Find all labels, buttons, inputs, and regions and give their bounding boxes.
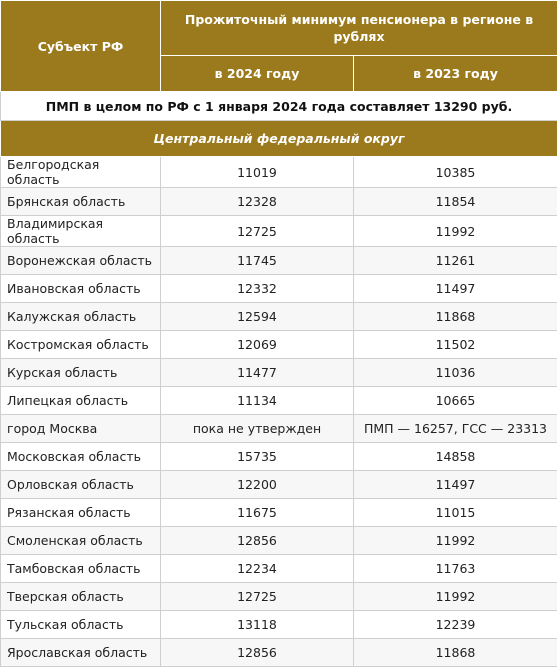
table-row	[1, 157, 557, 188]
value-2023-cell: 14858	[354, 443, 557, 471]
region-cell: Воронежская область	[1, 247, 161, 275]
table-row	[1, 583, 557, 611]
region-cell: Ивановская область	[1, 275, 161, 303]
value-2024-cell: 12332	[161, 275, 354, 303]
region-cell: Смоленская область	[1, 527, 161, 555]
region-cell: Курская область	[1, 359, 161, 387]
region-cell: Брянская область	[1, 188, 161, 216]
region-cell: Тамбовская область	[1, 555, 161, 583]
value-2024-cell: 15735	[161, 443, 354, 471]
year-2024-header: в 2024 году	[161, 56, 354, 92]
value-2024-cell: 12328	[161, 188, 354, 216]
district-label: Центральный федеральный округ	[1, 121, 557, 157]
value-2024-cell: 11477	[161, 359, 354, 387]
table-row	[1, 303, 557, 331]
table-row	[1, 443, 557, 471]
region-cell: Ярославская область	[1, 639, 161, 667]
table-row	[1, 188, 557, 216]
table-row	[1, 415, 557, 443]
value-2023-cell: 11036	[354, 359, 557, 387]
value-2023-cell: 11992	[354, 583, 557, 611]
region-cell: Орловская область	[1, 471, 161, 499]
region-cell: Липецкая область	[1, 387, 161, 415]
value-2023-cell: 11497	[354, 275, 557, 303]
year-2023-header: в 2023 году	[354, 56, 557, 92]
region-cell: Тверская область	[1, 583, 161, 611]
value-2023-cell: 11015	[354, 499, 557, 527]
value-2023-cell: 11261	[354, 247, 557, 275]
region-cell: Тульская область	[1, 611, 161, 639]
value-2024-cell: 12594	[161, 303, 354, 331]
value-2024-cell: 12856	[161, 639, 354, 667]
value-2024-cell: 12200	[161, 471, 354, 499]
value-2023-cell: 10665	[354, 387, 557, 415]
table-row	[1, 639, 557, 667]
table-row	[1, 555, 557, 583]
value-2024-cell: пока не утвержден	[161, 415, 354, 443]
table-row	[1, 359, 557, 387]
region-cell: Рязанская область	[1, 499, 161, 527]
value-2024-cell: 12856	[161, 527, 354, 555]
value-2023-cell: 11497	[354, 471, 557, 499]
value-2024-cell: 11745	[161, 247, 354, 275]
value-2024-cell: 13118	[161, 611, 354, 639]
value-2023-cell: 11992	[354, 527, 557, 555]
table-row	[1, 275, 557, 303]
value-2024-cell: 12725	[161, 216, 354, 247]
value-2024-cell: 12234	[161, 555, 354, 583]
region-cell: Белгородская область	[1, 157, 161, 188]
table-row	[1, 527, 557, 555]
region-cell: город Москва	[1, 415, 161, 443]
district-row	[1, 121, 557, 157]
value-2023-cell: 10385	[354, 157, 557, 188]
value-2024-cell: 12069	[161, 331, 354, 359]
value-2023-cell: ПМП — 16257, ГСС — 23313	[354, 415, 557, 443]
table-row	[1, 331, 557, 359]
table-row	[1, 387, 557, 415]
region-cell: Костромская область	[1, 331, 161, 359]
total-note: ПМП в целом по РФ с 1 января 2024 года составляет 13290 руб.	[1, 92, 557, 121]
value-2023-cell: 11502	[354, 331, 557, 359]
value-2023-cell: 11763	[354, 555, 557, 583]
value-2023-cell: 12239	[354, 611, 557, 639]
minimum-group-header: Прожиточный минимум пенсионера в регионе в рублях	[161, 1, 557, 56]
value-2024-cell: 11019	[161, 157, 354, 188]
value-2024-cell: 11675	[161, 499, 354, 527]
value-2024-cell: 12725	[161, 583, 354, 611]
region-cell: Калужская область	[1, 303, 161, 331]
value-2023-cell: 11992	[354, 216, 557, 247]
value-2023-cell: 11868	[354, 639, 557, 667]
table-row	[1, 471, 557, 499]
table-row	[1, 247, 557, 275]
value-2024-cell: 11134	[161, 387, 354, 415]
table-row	[1, 611, 557, 639]
table-row	[1, 216, 557, 247]
subject-header: Субъект РФ	[1, 1, 161, 92]
region-cell: Владимирская область	[1, 216, 161, 247]
region-cell: Московская область	[1, 443, 161, 471]
table-row	[1, 499, 557, 527]
value-2023-cell: 11854	[354, 188, 557, 216]
value-2023-cell: 11868	[354, 303, 557, 331]
total-note-row	[1, 92, 557, 121]
